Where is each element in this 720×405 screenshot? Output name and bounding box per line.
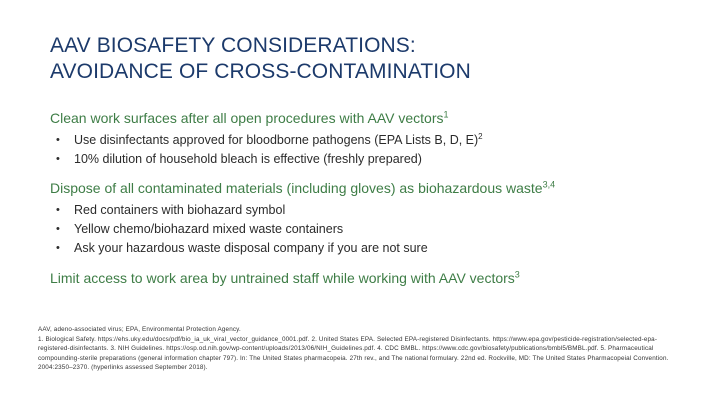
section-heading — [50, 269, 700, 287]
section-limit-access — [50, 269, 700, 287]
list-item — [50, 201, 700, 220]
list-item-text: Yellow chemo/biohazard mixed waste containers — [74, 222, 344, 236]
slide-content — [50, 109, 700, 287]
reference-marker: 2 — [478, 131, 483, 141]
list-item — [50, 239, 700, 258]
bullet-icon: • — [56, 223, 60, 235]
section-heading — [50, 109, 700, 127]
list-item-text: Use disinfectants approved for bloodborne pathogens (EPA Lists B, D, E) — [74, 133, 479, 147]
reference-marker: 3,4 — [542, 179, 556, 190]
section-clean-surfaces — [50, 109, 700, 169]
list-item — [50, 220, 700, 239]
slide-title-line-1: AAV BIOSAFETY CONSIDERATIONS: — [50, 34, 416, 57]
bullet-icon: • — [56, 242, 60, 254]
section-heading-text: Limit access to work area by untrained staff while working with AAV vectors — [50, 270, 515, 286]
list-item-text: Ask your hazardous waste disposal company if you are not sure — [74, 241, 428, 255]
slide-title-line-2: AVOIDANCE OF CROSS-CONTAMINATION — [50, 60, 471, 83]
slide-title — [50, 33, 690, 85]
list-item-text: Red containers with biohazard symbol — [74, 203, 286, 217]
section-dispose-waste — [50, 179, 700, 258]
section-heading-text: Clean work surfaces after all open procedures with AAV vectors — [50, 110, 444, 126]
reference-marker: 1 — [443, 109, 449, 120]
bullet-icon: • — [56, 204, 60, 216]
bullet-icon: • — [56, 134, 60, 146]
footnotes — [38, 325, 688, 373]
bullet-list — [50, 201, 700, 258]
footnote-references: 1. Biological Safety. https://ehs.uky.edu/docs/pdf/bio_ia_uk_viral_vector_guidance_0001.pdf. 2. United States EPA. Selected EPA-registered Disinfectants. https://www.epa.gov/pesticide-registration/selected-epa-registered-disinfectants. 3. NIH Guidelines. https://osp.od.nih.gov/wp-content/uploads/2013/06/NIH_Guidelines.pdf. 4. CDC BMBL. https://www.cdc.gov/biosafety/publications/bmbl5/BMBL.pdf. 5. Pharmaceutical compounding-sterile preparations (general information chapter 797). In: The United States pharmacopeia. 27th rev., and The national formulary. 22nd ed. Rockville, MD: The United States Pharmacopeial Convention. 2004:2350–2370. (hyperlinks assessed September 2018). — [38, 335, 669, 372]
list-item — [50, 150, 700, 169]
list-item — [50, 131, 700, 150]
reference-marker: 3 — [514, 269, 520, 280]
section-heading-text: Dispose of all contaminated materials (including gloves) as biohazardous waste — [50, 180, 543, 196]
list-item-text: 10% dilution of household bleach is effective (freshly prepared) — [74, 152, 422, 166]
bullet-icon: • — [56, 153, 60, 165]
footnote-abbreviations: AAV, adeno-associated virus; EPA, Environmental Protection Agency. — [38, 326, 241, 333]
section-heading — [50, 179, 700, 197]
bullet-list — [50, 131, 700, 169]
